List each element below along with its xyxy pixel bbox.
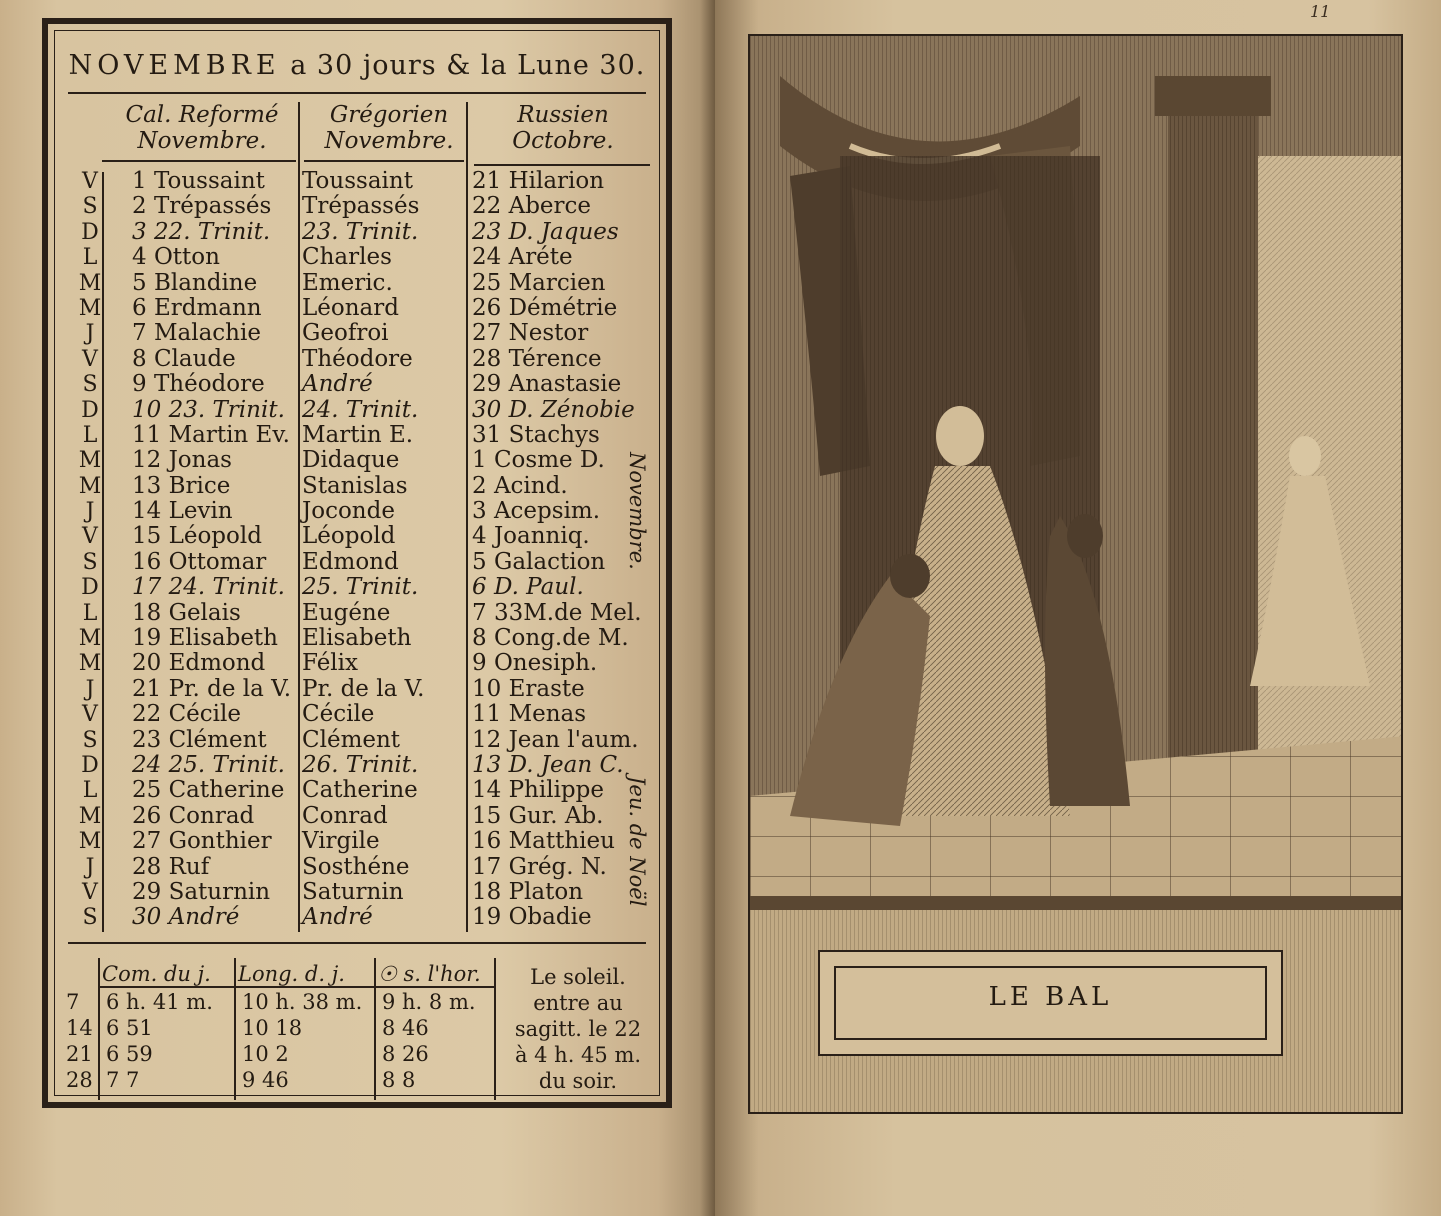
weekday-letter: J [85,499,95,525]
weekday-letter: S [82,549,98,575]
reformed-day-entry: 12 Jonas [132,447,232,474]
bottom-col-rule-0 [98,958,100,1100]
vertical-label-jeu-de-noel: Jeu. de Noël [625,776,649,907]
column-rule-0 [102,172,104,932]
russian-day-entry: 30 D. Zénobie [472,396,635,423]
russian-day-entry: 11 Menas [472,701,587,728]
weekday-letter: V [82,524,98,550]
russian-day-entry: 5 Galaction [472,548,606,575]
reformed-day-entry: 6 Erdmann [132,294,262,321]
bottom-header-sol: ☉ s. l'hor. [378,962,481,986]
reformed-day-entry: 20 Edmond [132,650,266,677]
page-number: 11 [1310,2,1331,21]
weekday-letter: V [82,879,98,905]
month-name: NOVEMBRE [68,50,281,81]
weekday-letter: D [81,575,99,601]
reformed-day-entry: 16 Ottomar [132,548,267,575]
sun-note-line: sagitt. le 22 [514,1017,642,1041]
vertical-label-novembre: Novembre. [625,452,649,570]
reformed-day-entry: 5 Blandine [132,269,258,296]
weekday-letter: M [78,473,102,499]
reformed-day-entry: 27 Gonthier [132,828,272,855]
russian-day-entry: 7 33M.de Mel. [472,599,642,626]
column-header-reformed-line2: Novembre. [137,128,267,154]
reformed-day-entry: 7 Malachie [132,320,261,347]
russian-day-entry: 8 Cong.de M. [472,625,629,652]
sun-on-horizon-value: 8 26 [382,1042,429,1066]
column-header-russian [478,102,648,154]
weekday-letter: S [82,194,98,220]
gregorian-day-entry: Clément [302,726,401,753]
weekday-letter: D [81,219,99,245]
reformed-day-entry: 22 Cécile [132,701,241,728]
reformed-day-entry: 17 24. Trinit. [132,574,285,601]
weekday-letter: M [78,295,102,321]
reformed-day-entry: 14 Levin [132,498,233,525]
header-rule-2 [304,160,464,162]
russian-day-entry: 29 Anastasie [472,371,622,398]
russian-day-entry: 12 Jean l'aum. [472,726,639,753]
reformed-day-entry: 1 Toussaint [132,168,265,194]
gregorian-day-entry: Trépassés [302,193,420,220]
day-length-value: 10 18 [242,1016,303,1040]
gregorian-calendar-column [302,169,482,931]
russian-day-entry: 25 Marcien [472,269,606,296]
weekday-letter: L [82,778,98,804]
reformed-day-entry: 2 Trépassés [132,193,272,220]
gregorian-day-entry: Conrad [302,802,388,829]
reformed-day-entry: 9 Théodore [132,371,265,398]
reformed-day-entry: 4 Otton [132,244,220,271]
sun-note [508,964,648,1094]
weekday-letter: J [85,676,95,702]
gregorian-day-entry: Cécile [302,701,375,728]
weekday-letter: M [78,829,102,855]
day-begins-value: 7 7 [106,1068,140,1092]
day-length-value: 9 46 [242,1068,289,1092]
sun-note-line: Le soleil. [530,965,626,989]
header-rule-1 [102,160,296,162]
weekday-letter: M [78,448,102,474]
month-title [48,50,666,81]
reformed-day-entry: 19 Elisabeth [132,625,278,652]
russian-day-entry: 27 Nestor [472,320,589,347]
title-rule [68,92,646,94]
reformed-day-entry: 10 23. Trinit. [132,396,285,423]
weekday-letter: V [82,169,98,194]
sun-note-line: entre au [533,991,623,1015]
russian-day-entry: 28 Térence [472,345,602,372]
gregorian-day-entry: Léonard [302,294,399,321]
gregorian-day-entry: Sosthéne [302,853,410,880]
gregorian-day-entry: Elisabeth [302,625,412,652]
day-length-value: 10 2 [242,1042,289,1066]
russian-day-entry: 13 D. Jean C. [472,751,624,778]
russian-day-entry: 15 Gur. Ab. [472,802,604,829]
gregorian-day-entry: André [302,904,373,931]
gregorian-day-entry: Théodore [302,345,413,372]
week-day-number: 21 [66,1042,93,1066]
russian-day-entry: 21 Hilarion [472,168,605,194]
weekday-letter: S [82,905,98,931]
reformed-day-entry: 11 Martin Ev. [132,421,290,448]
bottom-header-com: Com. du j. [102,962,211,986]
gregorian-day-entry: 24. Trinit. [302,396,419,423]
gregorian-day-entry: Joconde [302,498,395,525]
week-day-number: 28 [66,1068,93,1092]
weekday-letter: S [82,372,98,398]
russian-day-entry: 6 D. Paul. [472,574,584,601]
column-header-reformed [102,102,302,154]
gregorian-day-entry: Toussaint [302,168,413,194]
weekday-letter: L [82,245,98,271]
russian-day-entry: 18 Platon [472,878,584,905]
russian-day-entry: 9 Onesiph. [472,650,598,677]
column-header-reformed-line1: Cal. Reformé [125,102,279,128]
russian-day-entry: 23 D. Jaques [472,218,619,245]
reformed-day-entry: 26 Conrad [132,802,255,829]
russian-day-entry: 3 Acepsim. [472,498,601,525]
russian-day-entry: 26 Démétrie [472,294,618,321]
bottom-col-rule-1 [234,958,236,1100]
reformed-day-entry: 3 22. Trinit. [132,218,271,245]
week-day-number: 14 [66,1016,93,1040]
russian-day-entry: 24 Aréte [472,244,573,271]
russian-day-entry: 4 Joanniq. [472,523,590,550]
weekday-letter: D [81,397,99,423]
reformed-day-entry: 28 Ruf [132,853,210,880]
reformed-day-entry: 30 André [132,904,240,931]
left-page [0,0,715,1216]
sun-note-line: du soir. [538,1069,618,1093]
sun-on-horizon-value: 8 46 [382,1016,429,1040]
week-day-number: 7 [66,990,80,1014]
russian-day-entry: 22 Aberce [472,193,592,220]
day-begins-value: 6 59 [106,1042,153,1066]
reformed-day-entry: 24 25. Trinit. [132,751,285,778]
column-header-russian-line2: Octobre. [512,128,614,154]
weekday-letter: D [81,752,99,778]
russian-day-entry: 17 Grég. N. [472,853,607,880]
bottom-header-underline [98,986,494,988]
gregorian-day-entry: Emeric. [302,269,393,296]
russian-day-entry: 31 Stachys [472,421,600,448]
header-rule-3 [474,164,650,166]
russian-day-entry: 19 Obadie [472,904,592,931]
weekday-letter: M [78,803,102,829]
gregorian-day-entry: Saturnin [302,878,404,905]
caption-title: LE BAL [988,982,1113,1012]
calendar-frame [42,18,672,1108]
gregorian-day-entry: 26. Trinit. [302,751,419,778]
weekday-letter: J [85,854,95,880]
gregorian-day-entry: Didaque [302,447,400,474]
column-header-gregorian [304,102,474,154]
reformed-day-entry: 29 Saturnin [132,878,271,905]
sun-on-horizon-value: 9 h. 8 m. [382,990,476,1014]
gregorian-day-entry: André [302,371,373,398]
sun-on-horizon-value: 8 8 [382,1068,416,1092]
gregorian-day-entry: Pr. de la V. [302,675,425,702]
reformed-day-entry: 23 Clément [132,726,267,753]
gregorian-day-entry: Charles [302,244,392,271]
gregorian-day-entry: Léopold [302,523,396,550]
gregorian-day-entry: Virgile [302,828,380,855]
weekday-letter: S [82,727,98,753]
weekday-letter: M [78,270,102,296]
weekday-letter: L [82,422,98,448]
bottom-col-rule-2 [374,958,376,1100]
day-begins-value: 6 51 [106,1016,153,1040]
reformed-day-entry: 25 Catherine [132,777,285,804]
weekday-letter: V [82,702,98,728]
russian-day-entry: 14 Philippe [472,777,604,804]
gregorian-day-entry: Geofroi [302,320,389,347]
day-length-value: 10 h. 38 m. [242,990,363,1014]
gregorian-day-entry: Eugéne [302,599,391,626]
russian-day-entry: 2 Acind. [472,472,568,499]
russian-day-entry: 1 Cosme D. [472,447,605,474]
russian-day-entry: 10 Eraste [472,675,585,702]
gregorian-day-entry: 25. Trinit. [302,574,419,601]
reformed-day-entry: 8 Claude [132,345,236,372]
column-header-gregorian-line1: Grégorien [329,102,449,128]
gregorian-day-entry: 23. Trinit. [302,218,419,245]
weekday-letter: M [78,651,102,677]
reformed-day-entry: 15 Léopold [132,523,262,550]
gregorian-day-entry: Félix [302,650,358,677]
reformed-day-entry: 18 Gelais [132,599,241,626]
bottom-col-rule-3 [494,958,496,1100]
bottom-header-long: Long. d. j. [238,962,345,986]
month-subtitle: a 30 jours & la Lune 30. [290,50,646,81]
russian-day-entry: 16 Matthieu [472,828,615,855]
sun-note-line: à 4 h. 45 m. [514,1043,642,1067]
weekday-letter: L [82,600,98,626]
gregorian-day-entry: Martin E. [302,421,414,448]
column-header-gregorian-line2: Novembre. [324,128,454,154]
gregorian-day-entry: Stanislas [302,472,408,499]
column-header-russian-line1: Russien [517,102,609,128]
gregorian-day-entry: Catherine [302,777,418,804]
reformed-day-entry: 13 Brice [132,472,231,499]
reformed-day-entry: 21 Pr. de la V. [132,675,292,702]
weekday-letters [78,169,102,931]
day-begins-value: 6 h. 41 m. [106,990,213,1014]
bottom-table-rule [68,942,646,944]
weekday-letter: J [85,321,95,347]
weekday-letter: V [82,346,98,372]
caption-cartouche [818,950,1283,1056]
weekday-letter: M [78,626,102,652]
gregorian-day-entry: Edmond [302,548,399,575]
